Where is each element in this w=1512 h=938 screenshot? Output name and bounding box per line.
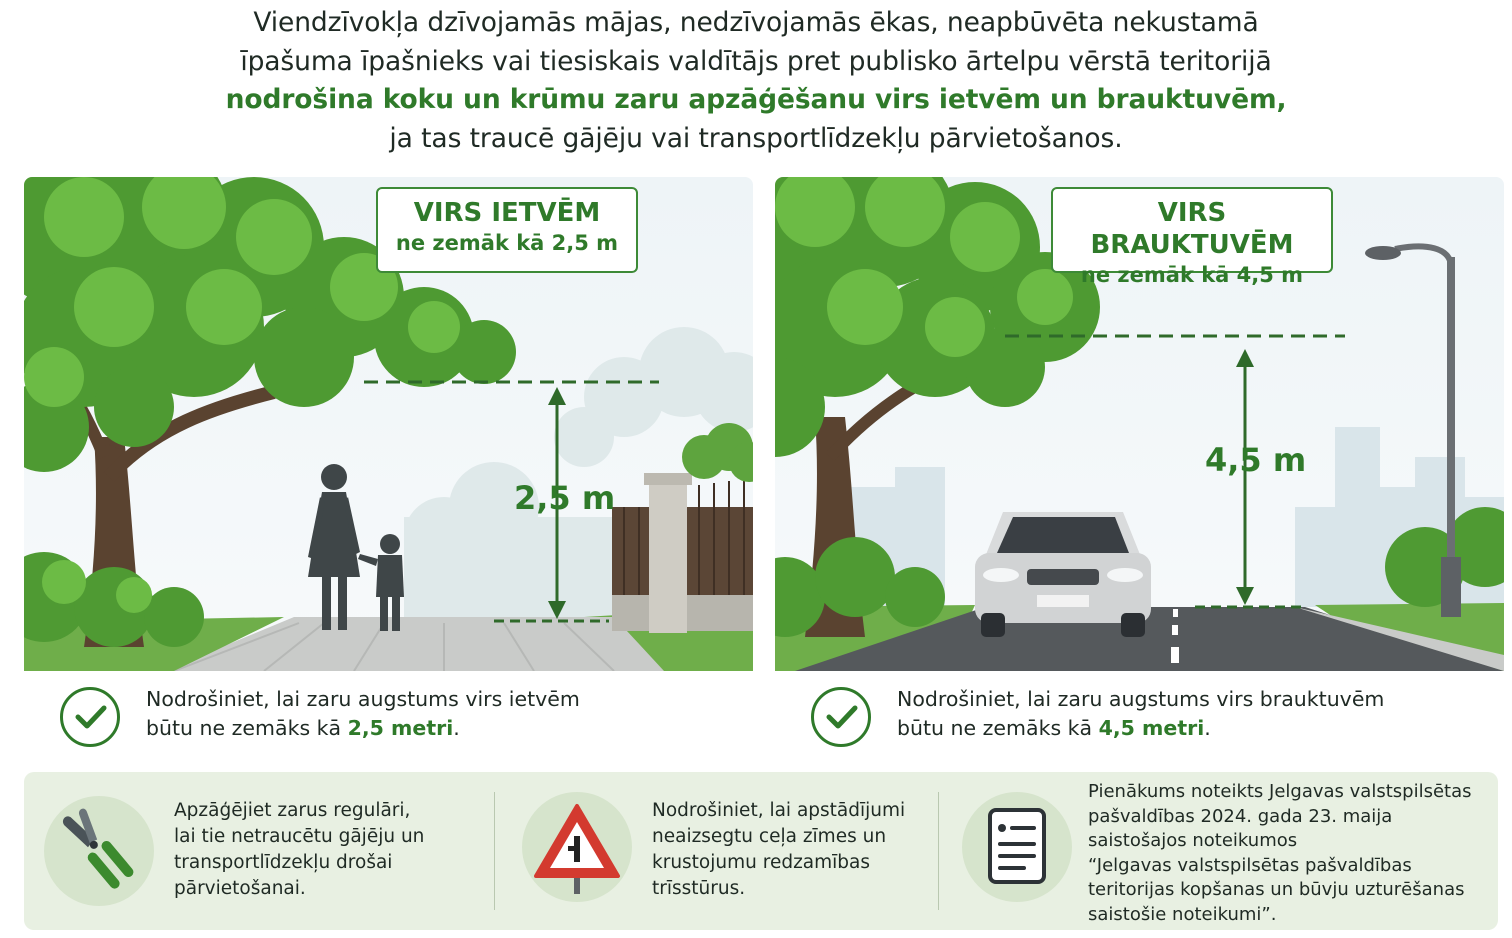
sidewalk-title: VIRS IETVĒM xyxy=(413,198,601,228)
footer-item-1-line: lai tie netraucētu gājēju un xyxy=(174,826,425,847)
footer-item-2-line: krustojumu redzamības xyxy=(652,852,870,873)
footer-item-1-line: transportlīdzekļu drošai xyxy=(174,852,393,873)
footer-divider xyxy=(938,792,939,910)
roadway-note-value: 4,5 metri xyxy=(1098,716,1205,740)
footer-info-bar xyxy=(24,772,1498,930)
roadway-note-line1: Nodrošiniet, lai zaru augstums virs brauktuvēm xyxy=(897,687,1385,711)
sidewalk-panel xyxy=(24,177,753,757)
pruning-shears-icon xyxy=(44,796,154,906)
roadway-note-text xyxy=(897,685,1384,743)
header-line-3: nodrošina koku un krūmu zaru apzāģēšanu virs ietvēm un brauktuvēm, xyxy=(225,84,1287,115)
footer-item-3-text xyxy=(1088,780,1471,927)
header-line-4: ja tas traucē gājēju vai transportlīdzekļu pārvietošanos. xyxy=(389,122,1123,154)
sidewalk-note-prefix: būtu ne zemāks kā xyxy=(146,716,348,740)
footer-item-3-line: teritorijas kopšanas un būvju uzturēšanas xyxy=(1088,879,1465,900)
sidewalk-note-line2 xyxy=(146,714,580,743)
document-icon xyxy=(962,792,1072,902)
footer-item-1-text xyxy=(174,798,424,902)
footer-item-3-line: pašvaldības 2024. gada 23. maija xyxy=(1088,805,1393,827)
footer-item-3-line: saistošie noteikumi”. xyxy=(1088,903,1277,925)
roadway-note-line2 xyxy=(897,714,1384,743)
footer-item-2-text xyxy=(652,798,905,902)
roadway-note xyxy=(775,671,1504,757)
header-text xyxy=(0,4,1512,158)
roadway-note-prefix: būtu ne zemāks kā xyxy=(897,716,1099,740)
roadway-title: VIRS BRAUKTUVĒM xyxy=(1090,198,1294,260)
check-icon xyxy=(60,687,120,747)
roadway-height-label xyxy=(1051,187,1333,287)
footer-item-1-line: pārvietošanai. xyxy=(174,878,306,899)
footer-item-3-line: saistošajos noteikumos xyxy=(1088,830,1298,851)
sidewalk-note-text xyxy=(146,685,580,743)
roadway-measure-label: 4,5 m xyxy=(1205,441,1307,479)
check-icon xyxy=(811,687,871,747)
footer-item-3-line: Pienākums noteikts Jelgavas valstspilsētas xyxy=(1088,781,1472,802)
sidewalk-height-label xyxy=(376,187,638,273)
sidewalk-note xyxy=(24,671,753,757)
roadway-panel xyxy=(775,177,1504,757)
header-line-1: Viendzīvokļa dzīvojamās mājas, nedzīvojamās ēkas, neapbūvēta nekustamā xyxy=(253,7,1259,38)
footer-item-2-line: Nodrošiniet, lai apstādījumi xyxy=(652,800,906,821)
sidewalk-note-suffix: . xyxy=(453,716,460,740)
sidewalk-note-line1: Nodrošiniet, lai zaru augstums virs ietvēm xyxy=(146,687,580,711)
footer-item-2-line: neaizsegtu ceļa zīmes un xyxy=(652,826,887,847)
warning-sign-icon xyxy=(522,792,632,902)
sidewalk-measure-label: 2,5 m xyxy=(514,479,616,517)
footer-item-3-line: “Jelgavas valstspilsētas pašvaldības xyxy=(1088,854,1412,876)
header-line-2: īpašuma īpašnieks vai tiesiskais valdītājs pret publisko ārtelpu vērstā teritorijā xyxy=(240,45,1272,77)
footer-divider xyxy=(494,792,495,910)
sidewalk-subtitle: ne zemāk kā 2,5 m xyxy=(395,231,619,255)
roadway-subtitle: ne zemāk kā 4,5 m xyxy=(1080,263,1304,287)
footer-item-1-line: Apzāģējiet zarus regulāri, xyxy=(174,800,411,821)
roadway-note-suffix: . xyxy=(1204,716,1211,740)
sidewalk-note-value: 2,5 metri xyxy=(347,716,454,740)
footer-item-2-line: trīsstūrus. xyxy=(652,878,746,899)
